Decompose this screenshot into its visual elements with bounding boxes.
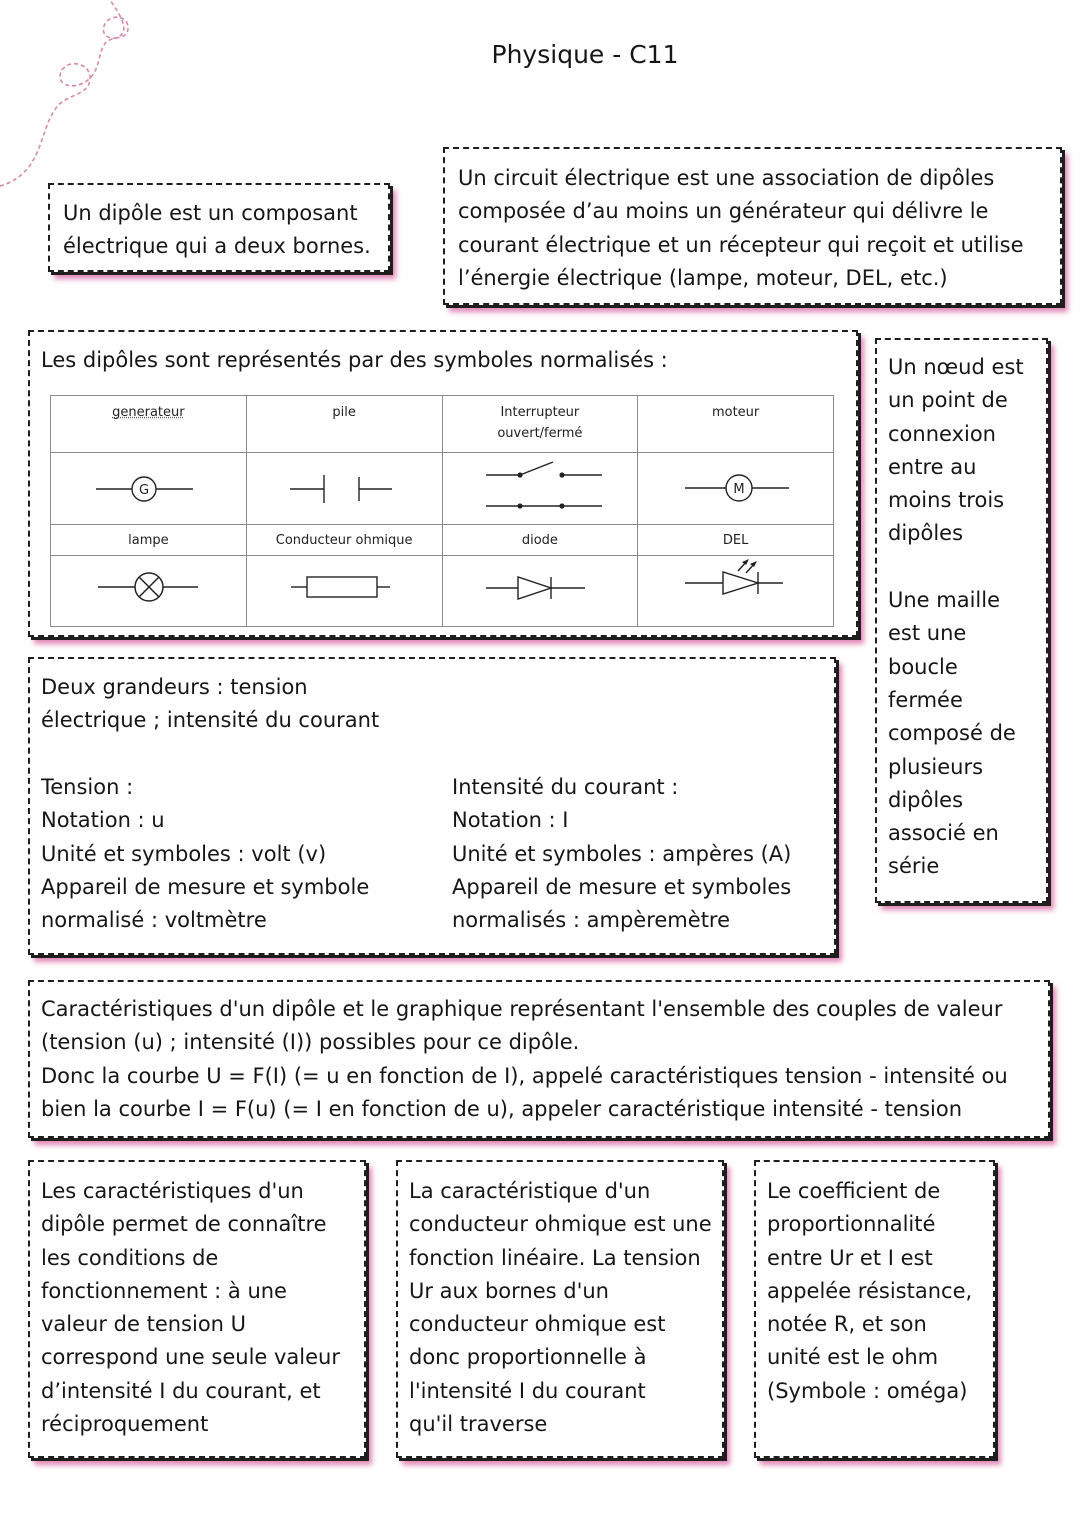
circuit-definition-text [458, 162, 1023, 295]
symbol-label: lampe [128, 532, 169, 548]
symbol-cell [246, 556, 442, 627]
symbol-label: diode [521, 532, 558, 548]
symbol-cell [51, 556, 247, 627]
text-line: La caractéristique d'un [409, 1179, 651, 1203]
lamp-icon [51, 556, 246, 626]
text-line: moins trois [888, 488, 1005, 513]
text-line: boucle [888, 654, 958, 679]
text-line: Donc la courbe U = F(I) (= u en fonction de I), appelé caractéristiques tension - intensité ou [41, 1063, 1008, 1088]
diode-icon [443, 556, 639, 626]
text-line: un point de [888, 388, 1008, 413]
text-line: Un nœud est [888, 355, 1024, 379]
text-line: l’énergie électrique (lampe, moteur, DEL, etc.) [458, 265, 948, 290]
quantities-heading [41, 671, 379, 738]
text-line: plusieurs [888, 754, 984, 779]
intensity-column [452, 771, 791, 937]
symbols-intro: Les dipôles sont représentés par des symboles normalisés : [41, 348, 668, 372]
text-line: Le coefficient de [767, 1179, 941, 1203]
text-line: Un circuit électrique est une association de dipôles [458, 166, 995, 190]
text-line: Tension : [41, 775, 134, 799]
text-line: Un dipôle est un composant [63, 201, 358, 225]
text-line: composée d’au moins un générateur qui délivre le [458, 199, 989, 224]
symbols-box [28, 330, 858, 637]
text-line: Les caractéristiques d'un [41, 1179, 304, 1203]
text-line: Intensité du courant : [452, 775, 679, 799]
motor-icon [638, 453, 835, 524]
text-line: correspond une seule valeur [41, 1345, 340, 1370]
symbol-label-cell [51, 525, 247, 556]
text-line: électrique qui a deux bornes. [63, 234, 371, 259]
text-line: Appareil de mesure et symbole [41, 874, 370, 899]
text-line: Caractéristiques d'un dipôle et le graphique représentant l'ensemble des couples de valeur [41, 997, 1003, 1021]
text-line: conducteur ohmique est une [409, 1212, 712, 1237]
page-title: Physique - C11 [491, 40, 679, 69]
text-line: unité est le ohm [767, 1345, 939, 1370]
switch-icon [443, 453, 639, 524]
text-line: courant électrique et un récepteur qui reçoit et utilise [458, 232, 1024, 257]
symbol-label: pile [332, 405, 356, 420]
text-line: série [888, 854, 940, 879]
ohmic-conductor-box [396, 1160, 724, 1458]
text-line: Unité et symboles : volt (v) [41, 841, 327, 866]
decorative-doodle-icon [0, 0, 140, 200]
symbol-label: DEL [722, 532, 749, 548]
text-line: réciproquement [41, 1412, 209, 1437]
text-line: (tension (u) ; intensité (I)) possibles pour ce dipôle. [41, 1030, 580, 1055]
symbol-cell [638, 453, 834, 525]
characteristics-text [41, 993, 1008, 1126]
battery-icon [247, 453, 443, 524]
symbol-cell [51, 453, 247, 525]
resistance-text [767, 1175, 972, 1408]
text-line: notée R, et son [767, 1312, 927, 1337]
table-row [51, 525, 834, 556]
node-mesh-box [875, 338, 1048, 903]
motor-letter: M [733, 482, 745, 497]
symbol-cell [246, 453, 442, 525]
symbol-cell [442, 453, 638, 525]
text-line: Ur aux bornes d'un [409, 1278, 609, 1303]
quantities-box [28, 657, 836, 955]
text-line: Une maille [888, 588, 1001, 613]
characteristics-box [28, 980, 1050, 1138]
symbol-label-cell [246, 525, 442, 556]
text-line: Appareil de mesure et symboles [452, 874, 792, 899]
tension-column [41, 771, 369, 937]
text-line: dipôle permet de connaître [41, 1212, 327, 1237]
node-definition-text [888, 351, 1024, 884]
text-line: conducteur ohmique est [409, 1312, 666, 1337]
text-line: dipôles [888, 787, 964, 812]
operating-conditions-text [41, 1175, 340, 1441]
text-line: appelée résistance, [767, 1278, 973, 1303]
symbols-table [50, 395, 834, 627]
text-line: Notation : u [41, 808, 165, 833]
text-line: fonctionnement : à une [41, 1278, 287, 1303]
circuit-definition-box [443, 147, 1062, 305]
symbol-cell [442, 556, 638, 627]
text-line: les conditions de [41, 1245, 219, 1270]
symbol-label-cell [638, 396, 834, 453]
text-line: fonction linéaire. La tension [409, 1245, 701, 1270]
text-line: Unité et symboles : ampères (A) [452, 841, 792, 866]
mesh-definition-text [888, 584, 1024, 884]
generator-icon [51, 453, 246, 524]
symbol-label-cell [442, 396, 638, 453]
ohmic-conductor-text [409, 1175, 712, 1441]
text-line: bien la courbe I = F(u) (= I en fonction de u), appeler caractéristique intensité - tension [41, 1096, 963, 1121]
dipole-definition-text [63, 197, 371, 264]
dipole-definition-box [48, 183, 390, 272]
symbol-label: ouvert/fermé [497, 426, 583, 441]
text-line: entre au [888, 454, 977, 479]
text-line: connexion [888, 421, 996, 446]
text-line: composé de [888, 721, 1016, 746]
symbol-label-cell [246, 396, 442, 453]
table-row [51, 453, 834, 525]
symbol-label-cell [51, 396, 247, 453]
text-line: donc proportionnelle à [409, 1345, 647, 1370]
symbol-label-cell [638, 525, 834, 556]
text-line: fermée [888, 687, 963, 712]
text-line: est une [888, 621, 967, 646]
text-line: valeur de tension U [41, 1312, 247, 1337]
text-line: associé en [888, 821, 999, 846]
symbol-cell [638, 556, 834, 627]
resistor-icon [247, 556, 443, 626]
text-line: qu'il traverse [409, 1412, 548, 1437]
text-line: normalisés : ampèremètre [452, 908, 731, 933]
symbol-label: Conducteur ohmique [275, 532, 413, 548]
symbol-label: Interrupteur [500, 405, 580, 420]
resistance-box [754, 1160, 995, 1458]
table-row [51, 556, 834, 627]
text-line: proportionnalité [767, 1212, 936, 1237]
table-row [51, 396, 834, 453]
text-line: dipôles [888, 521, 964, 546]
generator-letter: G [138, 483, 150, 498]
text-line: entre Ur et I est [767, 1245, 933, 1270]
text-line: d’intensité I du courant, et [41, 1378, 321, 1403]
text-line: Deux grandeurs : tension [41, 675, 308, 699]
text-line: normalisé : voltmètre [41, 908, 267, 933]
text-line: (Symbole : oméga) [767, 1378, 968, 1403]
led-icon [638, 556, 835, 626]
text-line: électrique ; intensité du courant [41, 708, 380, 733]
symbol-label-cell [442, 525, 638, 556]
text-line: l'intensité I du courant [409, 1378, 646, 1403]
symbol-label: moteur [711, 405, 760, 420]
text-line: Notation : I [452, 808, 569, 833]
operating-conditions-box [28, 1160, 366, 1458]
symbol-label: generateur [112, 405, 185, 420]
